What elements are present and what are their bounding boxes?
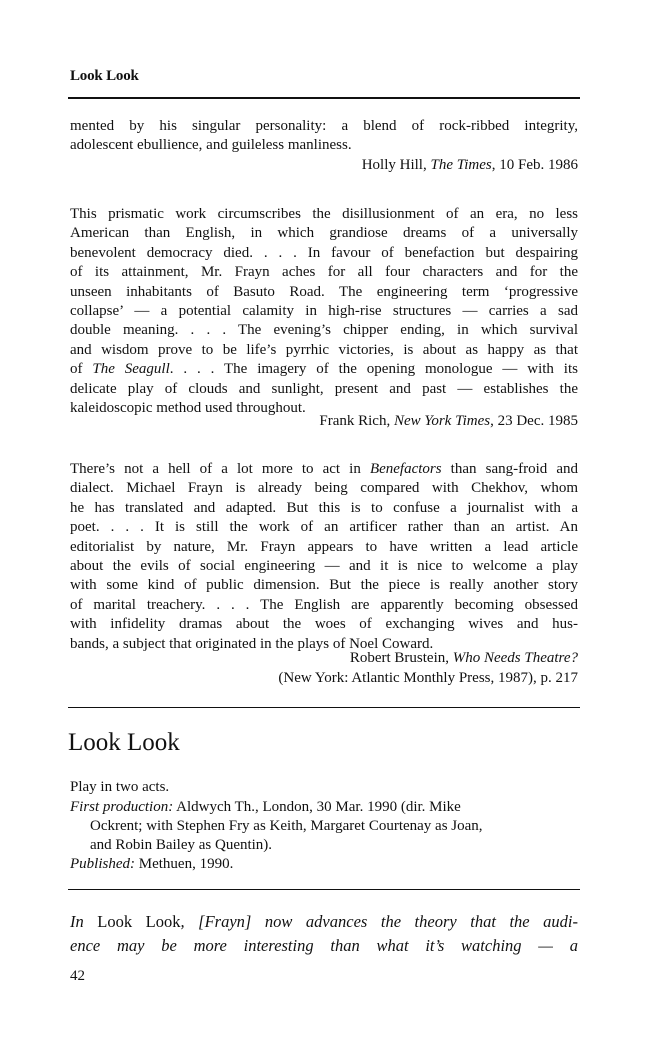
quote-text: , [Frayn] now advances the theory that the audi- bbox=[180, 912, 578, 931]
review-line-benefactors bbox=[70, 460, 578, 479]
review-line: double meaning. . . . The evening’s chipper ending, in which survival bbox=[70, 322, 578, 339]
first-production-value: Aldwych Th., London, 30 Mar. 1990 (dir. Mike bbox=[173, 799, 461, 815]
quote-text: In bbox=[70, 912, 98, 931]
review-line: editorialist by nature, Mr. Frayn appears to have written a lead article bbox=[70, 538, 578, 555]
citation-source: Who Needs Theatre? bbox=[452, 650, 578, 666]
citation-robert-brustein bbox=[350, 649, 578, 668]
review-line: with some kind of public dimension. But the piece is really another story bbox=[70, 577, 578, 594]
review-frank-rich bbox=[70, 205, 578, 418]
review-line: bands, a subject that originated in the plays of Noel Coward. bbox=[70, 635, 434, 652]
review-text: of bbox=[70, 361, 93, 378]
review-line-seagull bbox=[70, 360, 578, 379]
review-line: and wisdom prove to be life’s pyrrhic victories, is about as happy as that bbox=[70, 341, 578, 358]
review-holly-hill bbox=[70, 117, 578, 156]
review-line: American than English, in which grandiose dreams of a universally bbox=[70, 225, 578, 242]
published-line bbox=[70, 855, 233, 875]
section-rule-top bbox=[68, 707, 580, 708]
page-number: 42 bbox=[70, 968, 85, 984]
review-line: unseen inhabitants of Basuto Road. The engineering term ‘progressive bbox=[70, 283, 578, 300]
review-robert-brustein bbox=[70, 460, 578, 654]
review-text: There’s not a hell of a lot more to act in bbox=[70, 461, 370, 477]
citation-source: New York Times bbox=[393, 413, 491, 429]
review-line: of its attainment, Mr. Frayn aches for all four characters and for the bbox=[70, 264, 578, 281]
play-title-benefactors: Benefactors bbox=[369, 461, 442, 477]
review-line: he has translated and adapted. But this is to confuse a journalist with a bbox=[70, 499, 578, 516]
citation-author: Holly Hill, bbox=[361, 157, 431, 173]
published-label: Published: bbox=[70, 856, 135, 872]
header-rule bbox=[68, 97, 580, 99]
published-value: Methuen, 1990. bbox=[135, 856, 234, 872]
review-line: kaleidoscopic method used throughout. bbox=[70, 400, 306, 417]
section-title: Look Look bbox=[68, 729, 180, 756]
running-head: Look Look bbox=[70, 68, 139, 84]
review-line: with infidelity dramas about the woes of exchanging wives and hus- bbox=[70, 616, 578, 633]
first-production-line bbox=[70, 798, 461, 818]
citation-holly-hill bbox=[362, 156, 578, 175]
review-line: benevolent democracy died. . . . In favour of benefaction but despairing bbox=[70, 244, 578, 261]
citation-source: The Times bbox=[430, 157, 492, 173]
review-line: This prismatic work circumscribes the disillusionment of an era, no less bbox=[70, 206, 578, 222]
review-text: than sang-froid and bbox=[441, 461, 578, 477]
first-production-label: First production: bbox=[70, 799, 174, 815]
citation-frank-rich bbox=[319, 412, 578, 431]
closing-quote-line: ence may be more interesting than what it’s watching — a bbox=[70, 936, 578, 955]
section-rule-bottom bbox=[68, 889, 580, 890]
review-line: mented by his singular personality: a blend of rock-ribbed integrity, bbox=[70, 118, 578, 134]
review-line: of marital treachery. . . . The English are apparently becoming obsessed bbox=[70, 596, 578, 613]
closing-quote bbox=[70, 910, 578, 958]
review-line: about the evils of social engineering — and it is nice to welcome a play bbox=[70, 558, 578, 575]
play-description: Play in two acts. bbox=[70, 779, 170, 795]
review-line: dialect. Michael Frayn is already being compared with Chekhov, whom bbox=[70, 480, 578, 497]
citation-author: Frank Rich, bbox=[319, 413, 394, 429]
first-production-line: and Robin Bailey as Quentin). bbox=[90, 837, 273, 853]
citation-author: Robert Brustein, bbox=[349, 650, 453, 666]
review-line: collapse’ — a potential calamity in high-rise structures — carries a sad bbox=[70, 303, 578, 320]
first-production-line: Ockrent; with Stephen Fry as Keith, Margaret Courtenay as Joan, bbox=[90, 818, 483, 834]
closing-quote-line bbox=[70, 910, 578, 934]
citation-date: , 10 Feb. 1986 bbox=[491, 157, 578, 173]
citation-publisher: (New York: Atlantic Monthly Press, 1987), p. 217 bbox=[278, 670, 578, 686]
citation-date: , 23 Dec. 1985 bbox=[490, 413, 578, 429]
review-text: . . . . The imagery of the opening monologue — with its bbox=[169, 361, 578, 378]
review-line: adolescent ebullience, and guileless manliness. bbox=[70, 137, 352, 154]
play-title-look-look: Look Look bbox=[97, 912, 181, 931]
review-line: delicate play of clouds and sunlight, present and past — establishes the bbox=[70, 380, 578, 397]
review-line: poet. . . . It is still the work of an artificer rather than an artist. An bbox=[70, 519, 578, 536]
play-title-seagull: The Seagull bbox=[92, 361, 170, 378]
